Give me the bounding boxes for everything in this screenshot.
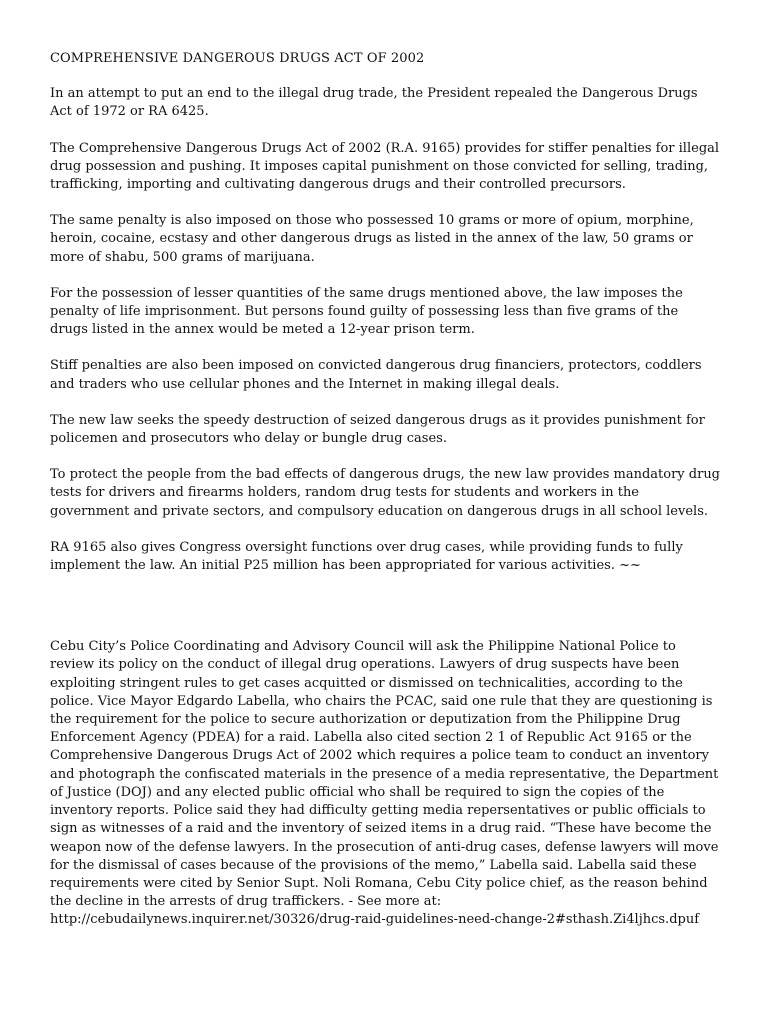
paragraph-speedy-destruction: The new law seeks the speedy destruction of seized dangerous drugs as it provides punishment for policemen and prosecutors who delay or bungle drug cases. — [50, 412, 705, 447]
paragraph-drug-tests: To protect the people from the bad effects of dangerous drugs, the new law provides mandatory drug tests for drivers and firearms holders, random drug tests for students and workers in the government and private sectors, and compulsory education on dangerous drugs in all school levels. — [50, 467, 721, 519]
paragraph-stiff-penalties: Stiff penalties are also been imposed on convicted dangerous drug financiers, protectors, coddlers and traders who use cellular phones and the Internet in making illegal deals. — [50, 358, 702, 392]
news-paragraph: Cebu City’s Police Coordinating and Advisory Council will ask the Philippine National Police to review its policy on the conduct of illegal drug operations. Lawyers of drug suspects have been exploiting stringent rules to get cases acquitted or dismissed on technicalities, according to the police. Vice Mayor Edgardo Labella, who chairs the PCAC, said one rule that they are questioning is the requirement for the police to secure authorization or deputization from the Philippine Drug Enforcement Agency (PDEA) for a raid. Labella also cited section 2 1 of Republic Act 9165 or the Comprehensive Dangerous Drugs Act of 2002 which requires a police team to conduct an inventory and photograph the confiscated materials in the presence of a media representative, the Department of Justice (DOJ) and any elected public official who shall be required to sign the copies of the inventory reports. Police said they had difficulty getting media repersentatives or public officials to sign as witnesses of a raid and the inventory of seized items in a drug raid. “These have become the weapon now of the defense lawyers. In the prosecution of anti-drug cases, defense lawyers will move for the dismissal of cases because of the provisions of the memo,” Labella said. Labella said these requirements were cited by Senior Supt. Noli Romana, Cebu City police chief, as the reason behind the decline in the arrests of drug traffickers. - See more at: http://cebudailynews.inquirer.net/30326/drug-raid-guidelines-need-change-2#sthash.Zi4ljhcs.dpuf — [50, 639, 719, 928]
document-page — [50, 50, 720, 930]
document-title: COMPREHENSIVE DANGEROUS DRUGS ACT OF 2002 — [50, 51, 425, 66]
paragraph-oversight: RA 9165 also gives Congress oversight functions over drug cases, while providing funds to fully implement the law. An initial P25 million has been appropriated for various activities. ~~ — [50, 539, 683, 574]
paragraph-penalties: The Comprehensive Dangerous Drugs Act of 2002 (R.A. 9165) provides for stiffer penalties for illegal drug possession and pushing. It imposes capital punishment on those convicted for selling, trading, trafficking, importing and cultivating dangerous drugs and their controlled precursors. — [50, 140, 720, 193]
paragraph-lesser-quantities: For the possession of lesser quantities of the same drugs mentioned above, the law imposes the penalty of life imprisonment. But persons found guilty of possessing less than five grams of the drugs listed in the annex would be meted a 12-year prison term. — [50, 285, 683, 338]
section-spacer — [50, 593, 720, 638]
paragraph-same-penalty: The same penalty is also imposed on those who possessed 10 grams or more of opium, morphine, heroin, cocaine, ecstasy and other dangerous drugs as listed in the annex of the law, 50 grams or more of shabu, 500 grams of marijuana. — [50, 213, 694, 265]
news-section — [50, 638, 720, 929]
paragraph-repeal: In an attempt to put an end to the illegal drug trade, the President repealed the Dangerous Drugs Act of 1972 or RA 6425. — [50, 86, 698, 120]
